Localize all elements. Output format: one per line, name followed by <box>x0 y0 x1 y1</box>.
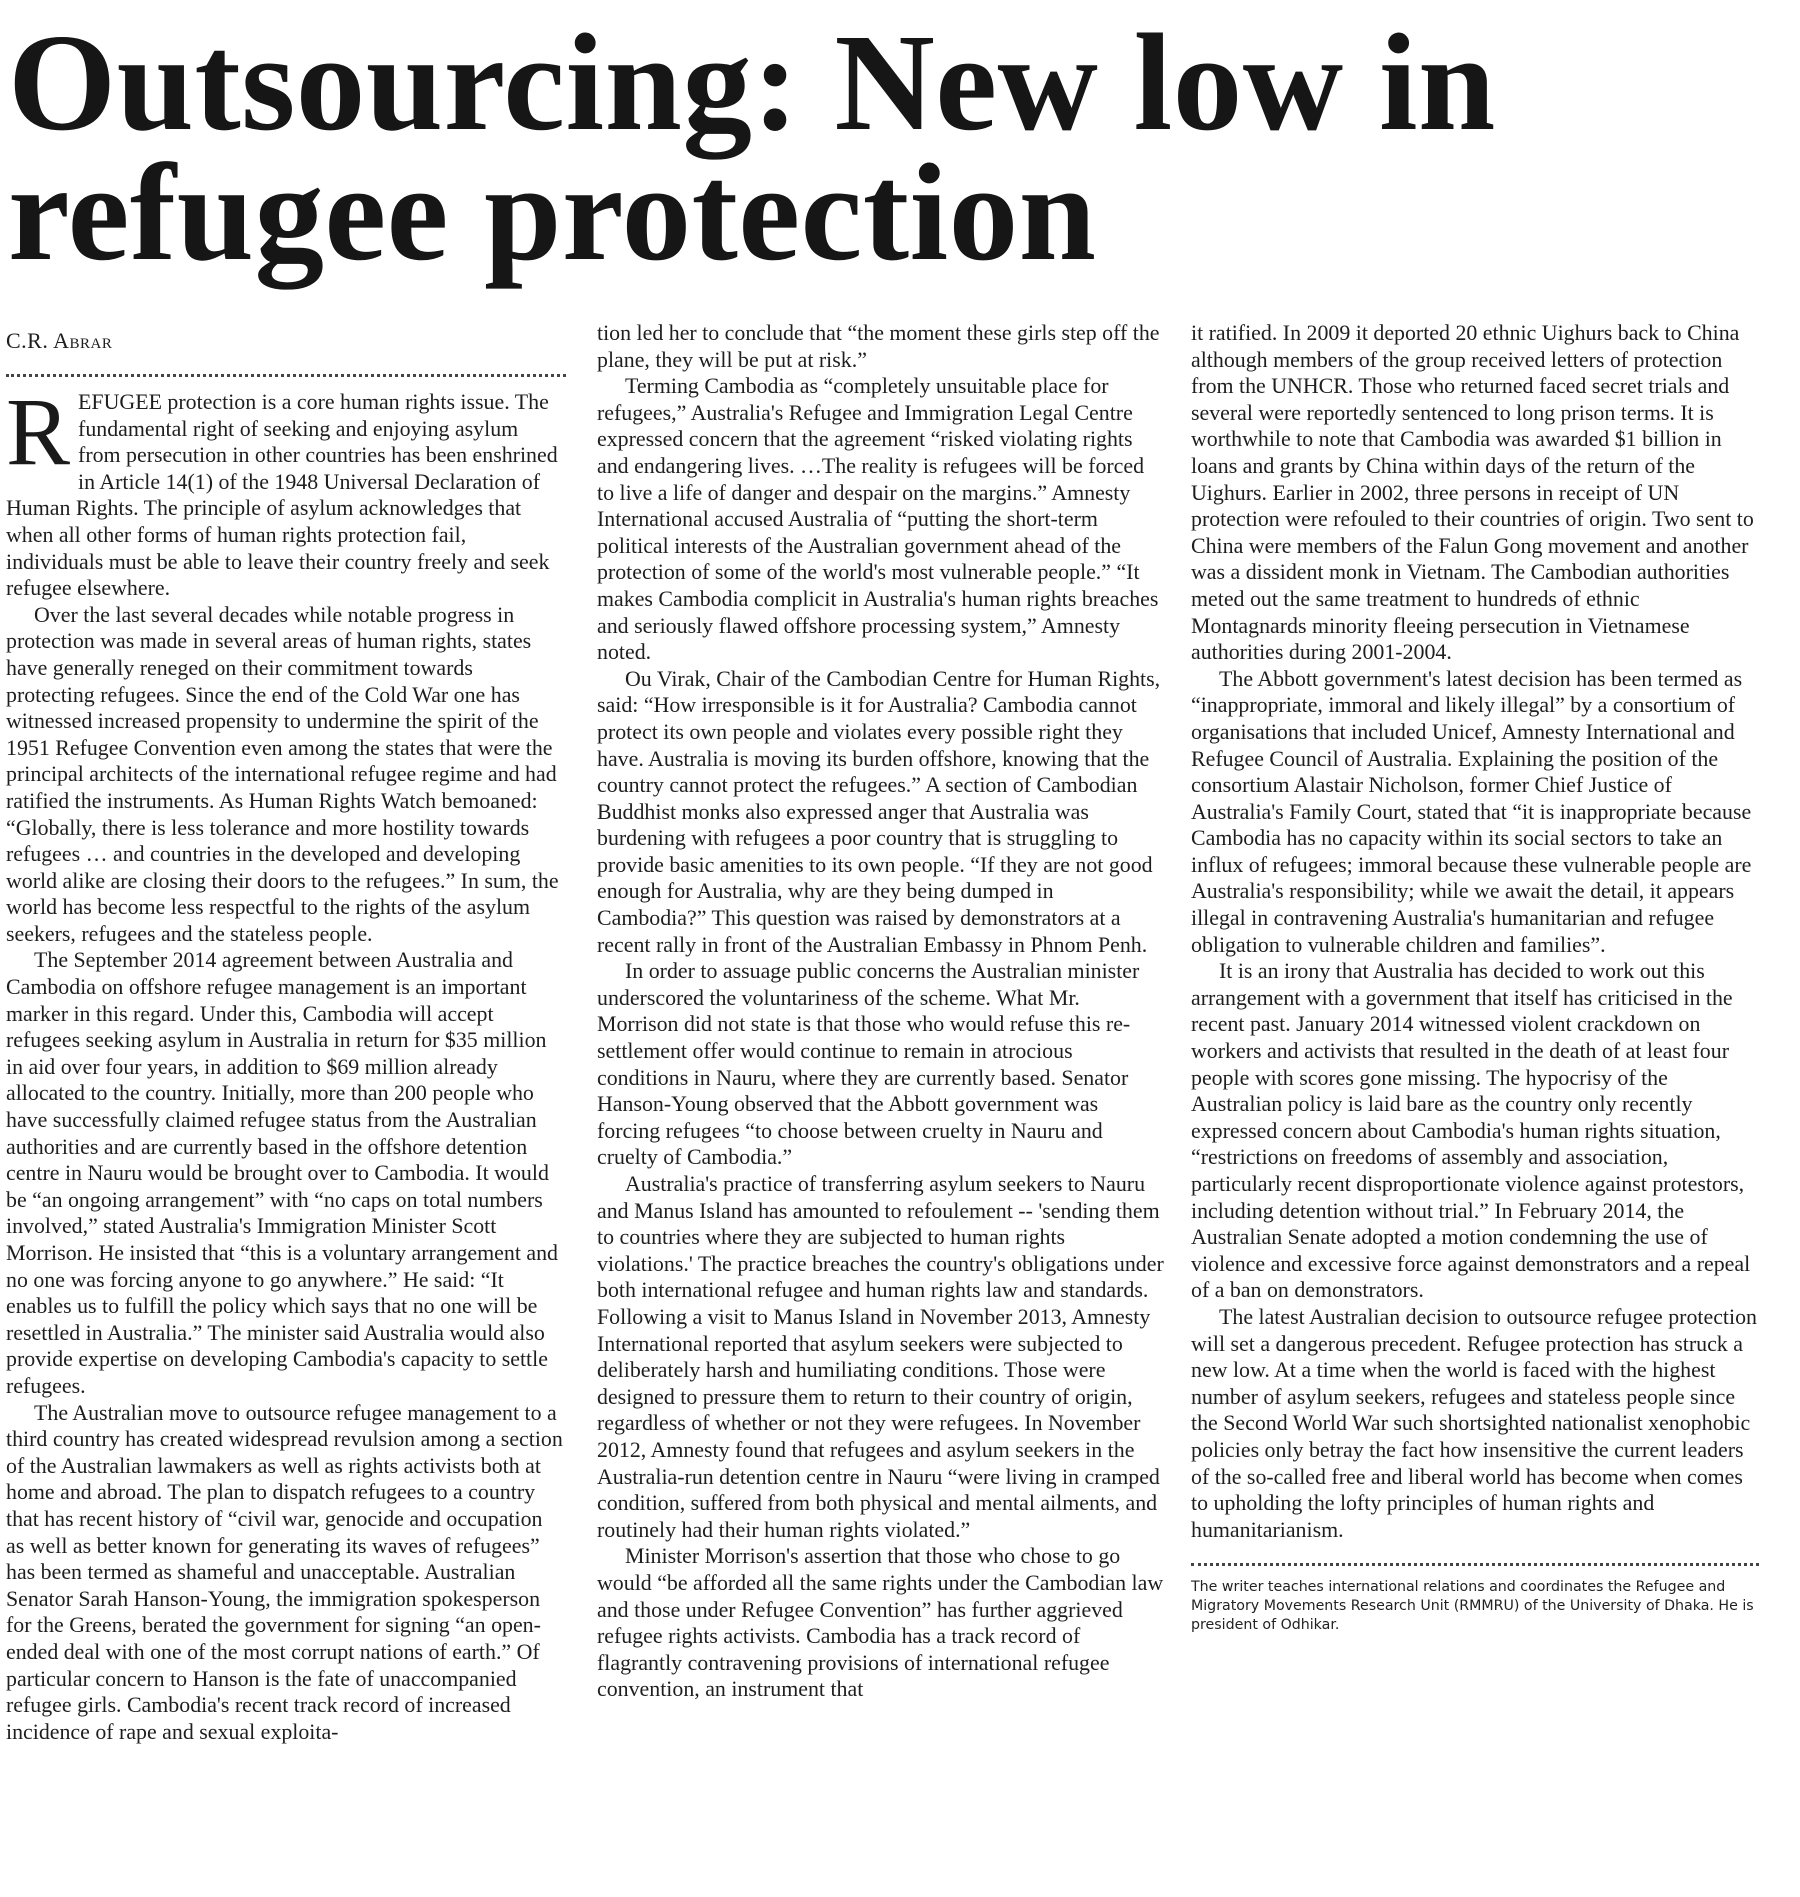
paragraph-9: Minister Morrison's assertion that those who chose to go would “be afforded all the same rights under the Cambodian law and those under Refugee Convention” has further aggrieved refugee rights activists. Cambodia has a track record of flagrantly contravening provisions of international refugee convention, an instrument that <box>597 1543 1164 1702</box>
byline <box>6 328 566 354</box>
paragraph-1 <box>6 378 566 602</box>
paragraph-7: In order to assuage public concerns the Australian minister underscored the voluntariness of the scheme. What Mr. Morrison did not state is that those who would refuse this re-settlement offer would continue to remain in atrocious conditions in Nauru, where they are currently based. Senator Hanson-Young observed that the Abbott government was forcing refugees “to choose between cruelty in Nauru and cruelty of Cambodia.” <box>597 958 1140 1170</box>
lead-word: EFUGEE <box>78 389 162 414</box>
paragraph-1-text: protection is a core human rights issue. The fundamental right of seeking and enjoying asylum from persecution in other countries has been enshrined in Article 14(1) of the 1948 Universal Declaration of Human Rights. The principle of asylum acknowledges that when all other forms of human rights protection fail, individuals must be able to leave their country freely and seek refugee elsewhere. <box>6 389 558 601</box>
paragraph-12: The latest Australian decision to outsource refugee protection will set a dangerous precedent. Refugee protection has struck a new low. At a time when the world is faced with the highest number of asylum seekers, refugees and stateless people since the Second World War such shortsighted nationalist xenophobic policies only betray the fact how insensitive the current leaders of the so-called free and liberal world has become when comes to upholding the lofty principles of human rights and humanitarianism. <box>1191 1303 1757 1542</box>
footnote-divider <box>1191 1563 1759 1566</box>
paragraph-2: Over the last several decades while notable progress in protection was made in several areas of human rights, states have generally reneged on their commitment towards protecting refugees. Since the end of the Cold War one has witnessed increased propensity to undermine the spirit of the 1951 Refugee Convention even among the states that were the principal architects of the international refugee regime and had ratified the instruments. As Human Rights Watch bemoaned: “Globally, there is less tolerance and more hostility towards refugees … and countries in the developed and developing world alike are closing their doors to the refugees.” In sum, the world has become less respectful to the rights of the asylum seekers, refugees and the stateless people. <box>6 601 559 946</box>
paragraph-4-continued: tion led her to conclude that “the moment these girls step off the plane, they will be put at risk.” <box>597 320 1160 372</box>
drop-cap: R <box>6 378 71 485</box>
paragraph-3: The September 2014 agreement between Australia and Cambodia on offshore refugee management is an important marker in this regard. Under this, Cambodia will accept refugees seeking asylum in Australia in return for $35 million in aid over four years, in addition to $69 million already allocated to the country. Initially, more than 200 people who have successfully claimed refugee status from the Australian authorities and are currently based in the offshore detention centre in Nauru would be brought over to Cambodia. It would be “an ongoing arrangement” with “no caps on total numbers involved,” stated Australia's Immigration Minister Scott Morrison. He insisted that “this is a voluntary arrangement and no one was forcing anyone to go anywhere.” He said: “It enables us to fulfill the policy which says that no one will be resettled in Australia.” The minister said Australia would also provide expertise on developing Cambodia's capacity to settle refugees. <box>6 947 559 1398</box>
column-2 <box>597 320 1165 1703</box>
byline-name: C.R. Abrar <box>6 328 113 353</box>
paragraph-8: Australia's practice of transferring asylum seekers to Nauru and Manus Island has amounted to refoulement -- 'sending them to countries where they are subjected to human rights violations.' The practice breaches the country's obligations under both international refugee and human rights law and standards. Following a visit to Manus Island in November 2013, Amnesty International reported that asylum seekers were subjected to deliberately harsh and humiliating conditions. Those were designed to pressure them to return to their country of origin, regardless of whether or not they were refugees. In November 2012, Amnesty found that refugees and asylum seekers in the Australia-run detention centre in Nauru “were living in cramped condition, suffered from both physical and mental ailments, and routinely had their human rights violated.” <box>597 1171 1164 1542</box>
byline-divider <box>6 374 566 377</box>
column-1 <box>6 320 566 1745</box>
paragraph-11: It is an irony that Australia has decided to work out this arrangement with a government that itself has criticised in the recent past. January 2014 witnessed violent crackdown on workers and activists that resulted in the death of at least four people with scores gone missing. The hypocrisy of the Australian policy is laid bare as the country only recently expressed concern about Cambodia's human rights situation, “restrictions on freedoms of assembly and association, particularly recent disproportionate violence against protestors, including detention without trial.” In February 2014, the Australian Senate adopted a motion condemning the use of violence and excessive force against demonstrators and a repeal of a ban on demonstrators. <box>1191 958 1751 1303</box>
paragraph-6: Ou Virak, Chair of the Cambodian Centre for Human Rights, said: “How irresponsible is it for Australia? Cambodia cannot protect its own people and violates every possible right they have. Australia is moving its burden offshore, knowing that the country cannot protect the refugees.” A section of Cambodian Buddhist monks also expressed anger that Australia was burdening with refugees a poor country that is struggling to provide basic amenities to its own people. “If they are not good enough for Australia, why are they being dumped in Cambodia?” This question was raised by demonstrators at a recent rally in front of the Australian Embassy in Phnom Penh. <box>597 665 1161 957</box>
paragraph-10: The Abbott government's latest decision has been termed as “inappropriate, immoral and likely illegal” by a consortium of organisations that included Unicef, Amnesty International and Refugee Council of Australia. Explaining the position of the consortium Alastair Nicholson, former Chief Justice of Australia's Family Court, stated that “it is inappropriate because Cambodia has no capacity within its social sectors to take an influx of refugees; immoral because these vulnerable people are Australia's responsibility; while we await the detail, it appears illegal in contravening Australia's humanitarian and refugee obligation to vulnerable children and families”. <box>1191 665 1752 957</box>
headline: Outsourcing: New low in refugee protection <box>8 6 1496 290</box>
author-note: The writer teaches international relations and coordinates the Refugee and Migratory Movements Research Unit (RMMRU) of the University of Dhaka. He is president of Odhikar. <box>1191 1579 1754 1634</box>
column-3 <box>1191 320 1759 1635</box>
paragraph-9-continued: it ratified. In 2009 it deported 20 ethnic Uighurs back to China although members of the group received letters of protection from the UNHCR. Those who returned faced secret trials and several were reportedly sentenced to long prison terms. It is worthwhile to note that Cambodia was awarded $1 billion in loans and grants by China within days of the return of the Uighurs. Earlier in 2002, three persons in receipt of UN protection were refouled to their countries of origin. Two sent to China were members of the Falun Gong movement and another was a dissident monk in Vietnam. The Cambodian authorities meted out the same treatment to hundreds of ethnic Montagnards minority fleeing persecution in Vietnamese authorities during 2001-2004. <box>1191 320 1754 665</box>
paragraph-4: The Australian move to outsource refugee management to a third country has created widespread revulsion among a section of the Australian lawmakers as well as rights activists both at home and abroad. The plan to dispatch refugees to a country that has recent history of “civil war, genocide and occupation as well as better known for generating its waves of refugees” has been termed as shameful and unacceptable. Australian Senator Sarah Hanson-Young, the immigration spokesperson for the Greens, berated the government for signing “an open-ended deal with one of the most corrupt nations of earth.” Of particular concern to Hanson is the fate of unaccompanied refugee girls. Cambodia's recent track record of increased incidence of rape and sexual exploita- <box>6 1399 563 1744</box>
paragraph-5: Terming Cambodia as “completely unsuitable place for refugees,” Australia's Refugee and Immigration Legal Centre expressed concern that the agreement “risked violating rights and endangering lives. …The reality is refugees will be forced to live a life of danger and despair on the margins.” Amnesty International accused Australia of “putting the short-term political interests of the Australian government ahead of the protection of some of the world's most vulnerable people.” “It makes Cambodia complicit in Australia's human rights breaches and seriously flawed offshore processing system,” Amnesty noted. <box>597 373 1159 665</box>
